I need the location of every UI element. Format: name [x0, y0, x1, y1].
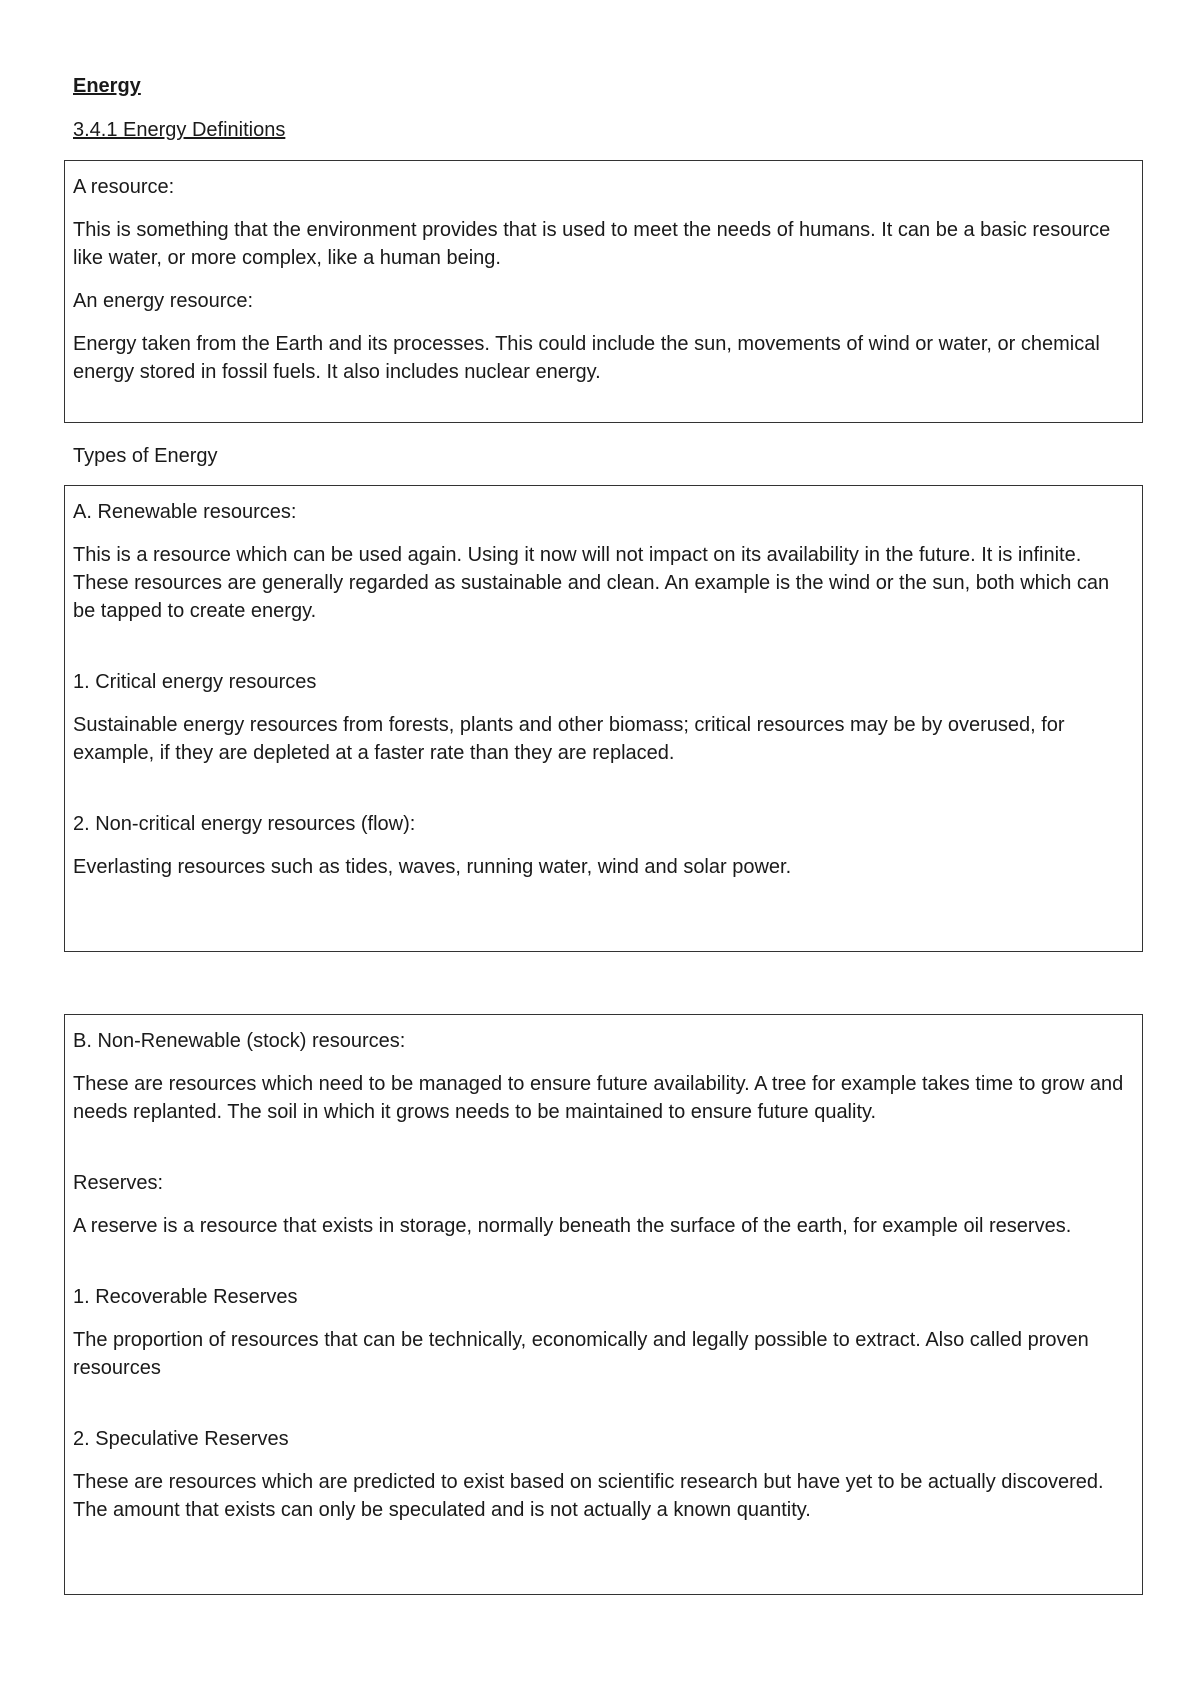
noncritical-label: 2. Non-critical energy resources (flow):: [73, 813, 416, 835]
recoverable-text: The proportion of resources that can be technically, economically and legally possible to extract. Also called proven resources: [73, 1329, 1089, 1379]
nonrenewable-text: These are resources which need to be managed to ensure future availability. A tree for example takes time to grow and needs replanted. The soil in which it grows needs to be maintained to ensure future quality.: [73, 1073, 1124, 1123]
resource-text: This is something that the environment provides that is used to meet the needs of humans. It can be a basic resource like water, or more complex, like a human being.: [73, 219, 1111, 269]
resource-label: A resource:: [73, 176, 175, 198]
energy-resource-label: An energy resource:: [73, 290, 254, 312]
renewable-text: This is a resource which can be used again. Using it now will not impact on its availability in the future. It is infinite. These resources are generally regarded as sustainable and clean. An example is the wind or the sun, both which can be tapped to create energy.: [73, 544, 1110, 622]
recoverable-label: 1. Recoverable Reserves: [73, 1286, 298, 1308]
nonrenewable-box: [64, 1014, 1143, 1595]
noncritical-text: Everlasting resources such as tides, waves, running water, wind and solar power.: [73, 856, 792, 878]
types-heading: Types of Energy: [73, 445, 218, 467]
speculative-label: 2. Speculative Reserves: [73, 1428, 289, 1450]
renewable-label: A. Renewable resources:: [73, 501, 297, 523]
nonrenewable-label: B. Non-Renewable (stock) resources:: [73, 1030, 406, 1052]
speculative-text: These are resources which are predicted to exist based on scientific research but have yet to be actually discovered. The amount that exists can only be speculated and is not actually a known quantity.: [73, 1471, 1104, 1521]
critical-label: 1. Critical energy resources: [73, 671, 317, 693]
energy-resource-text: Energy taken from the Earth and its processes. This could include the sun, movements of wind or water, or chemical energy stored in fossil fuels. It also includes nuclear energy.: [73, 333, 1100, 383]
section-heading: 3.4.1 Energy Definitions: [73, 119, 286, 141]
page-title: Energy: [73, 75, 141, 97]
reserves-label: Reserves:: [73, 1172, 164, 1194]
renewable-box: [64, 485, 1143, 952]
critical-text: Sustainable energy resources from forests, plants and other biomass; critical resources may be by overused, for example, if they are depleted at a faster rate than they are replaced.: [73, 714, 1065, 764]
definitions-box: [64, 160, 1143, 423]
reserves-text: A reserve is a resource that exists in storage, normally beneath the surface of the earth, for example oil reserves.: [73, 1215, 1072, 1237]
